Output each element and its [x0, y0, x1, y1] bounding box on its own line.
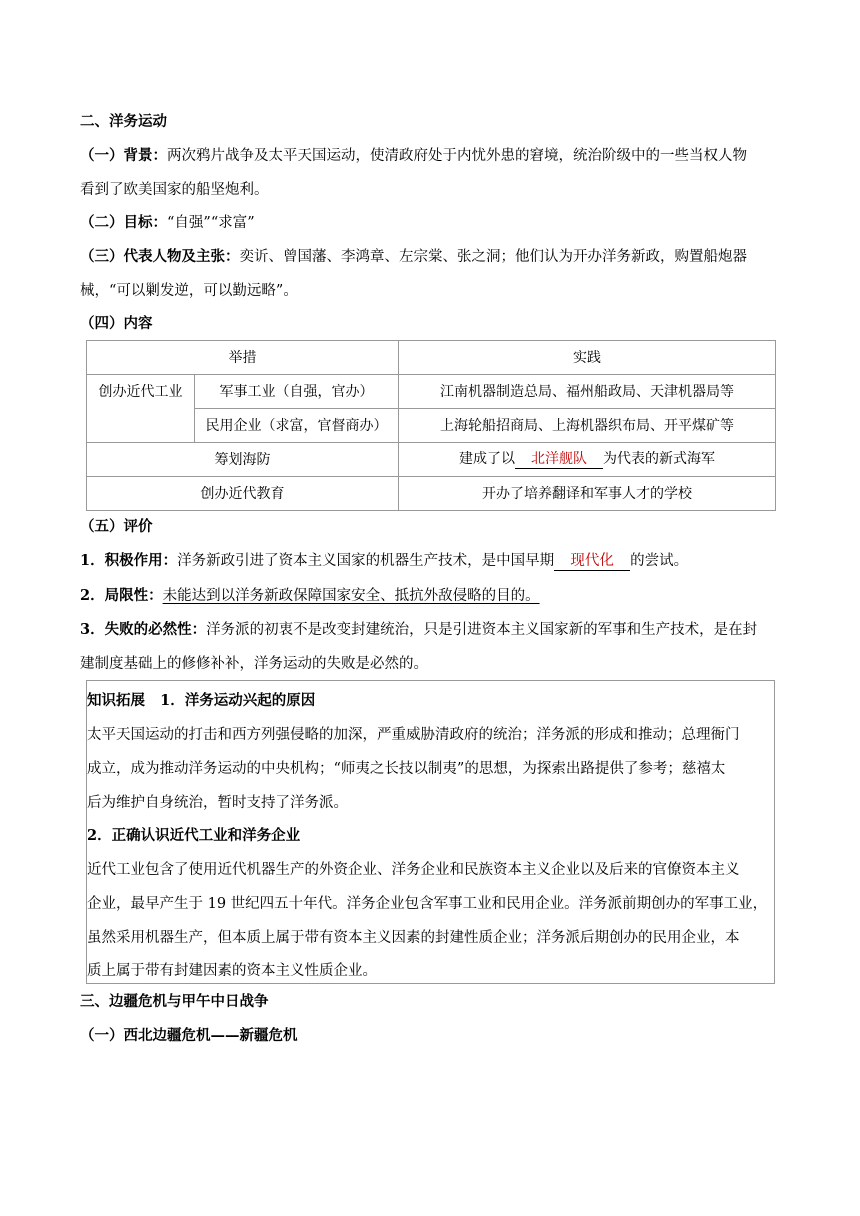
- goal-label: （二）目标：: [80, 214, 167, 231]
- table-row: [87, 341, 776, 375]
- beiyang-fleet-answer: 北洋舰队: [515, 450, 603, 469]
- limitation-text: 未能达到以洋务新政保障国家安全、抵抗外敌侵略的目的。: [162, 588, 540, 604]
- people-label: （三）代表人物及主张：: [80, 248, 240, 265]
- people-text-1: 奕䜣、曾国藩、李鸿章、左宗棠、张之洞；他们认为开办洋务新政，购置船炮器: [239, 249, 747, 265]
- navy-text-pre: 建成了以: [459, 451, 515, 467]
- goal-text: “自强”“求富”: [167, 215, 255, 231]
- knowledge-title-1: 1．洋务运动兴起的原因: [160, 692, 316, 709]
- military-practice-cell: 江南机器制造总局、福州船政局、天津机器局等: [399, 375, 776, 409]
- failure-line-1: [80, 620, 757, 640]
- limitation-label: 2．局限性：: [80, 587, 163, 604]
- evaluation-heading: （五）评价: [80, 518, 153, 535]
- knowledge-p1-line-1: 太平天国运动的打击和西方列强侵略的加深，严重威胁清政府的统治；洋务派的形成和推动；总理衙门: [87, 727, 740, 743]
- failure-text-1: 洋务派的初衷不是改变封建统治，只是引进资本主义国家新的军事和生产技术，是在封: [206, 622, 758, 638]
- failure-label: 3．失败的必然性：: [80, 621, 207, 638]
- background-text-2: 看到了欧美国家的船坚炮利。: [80, 182, 269, 198]
- people-text-2: 械，“可以剿发逆，可以勤远略”。: [80, 283, 298, 299]
- military-industry-cell: 军事工业（自强，官办）: [195, 375, 399, 409]
- subsection-heading-xinjiang: （一）西北边疆危机——新疆危机: [80, 1027, 298, 1044]
- knowledge-p2-line-3: 虽然采用机器生产，但本质上属于带有资本主义因素的封建性质企业；洋务派后期创办的民用企业，本: [87, 930, 740, 946]
- education-cell: 创办近代教育: [87, 477, 399, 511]
- civil-industry-cell: 民用企业（求富，官督商办）: [195, 409, 399, 443]
- table-row: [87, 477, 776, 511]
- header-practice-cell: 实践: [399, 341, 776, 375]
- knowledge-p2-line-4: 质上属于带有封建因素的资本主义性质企业。: [87, 963, 377, 979]
- people-line-1: [80, 247, 747, 267]
- limitation-line: [80, 586, 540, 606]
- knowledge-p2-line-2: 企业，最早产生于 19 世纪四五十年代。洋务企业包含军事工业和民用企业。洋务派前期创办的军事工业，: [87, 896, 768, 912]
- positive-role-label: 1．积极作用：: [80, 552, 178, 569]
- modernization-answer: 现代化: [554, 552, 630, 571]
- knowledge-title-2: 2．正确认识近代工业和洋务企业: [87, 827, 301, 844]
- civil-practice-cell: 上海轮船招商局、上海机器织布局、开平煤矿等: [399, 409, 776, 443]
- knowledge-heading-1: [87, 691, 315, 711]
- background-text-1: 两次鸦片战争及太平天国运动，使清政府处于内忧外患的窘境，统治阶级中的一些当权人物: [167, 148, 747, 164]
- positive-role-text: 洋务新政引进了资本主义国家的机器生产技术，是中国早期: [177, 553, 555, 569]
- navy-text-post: 为代表的新式海军: [603, 451, 715, 467]
- coastal-defense-cell: 筹划海防: [87, 443, 399, 477]
- background-line-1: [80, 146, 747, 166]
- content-heading: （四）内容: [80, 315, 153, 332]
- knowledge-label: 知识拓展: [87, 692, 145, 709]
- goal-line: [80, 213, 255, 233]
- failure-text-2: 建制度基础上的修修补补，洋务运动的失败是必然的。: [80, 656, 428, 672]
- section-heading-frontier-crisis: 三、边疆危机与甲午中日战争: [80, 993, 269, 1010]
- navy-practice-cell: [399, 443, 776, 477]
- industry-group-cell: 创办近代工业: [87, 375, 195, 443]
- knowledge-box: [86, 680, 775, 984]
- positive-role-end: 的尝试。: [630, 553, 689, 569]
- knowledge-p1-line-2: 成立，成为推动洋务运动的中央机构；“师夷之长技以制夷”的思想，为探索出路提供了参考；慈禧太: [87, 761, 726, 777]
- positive-role-line: [80, 551, 688, 571]
- knowledge-p2-line-1: 近代工业包含了使用近代机器生产的外资企业、洋务企业和民族资本主义企业以及后来的官僚资本主义: [87, 862, 740, 878]
- section-heading-westernization: 二、洋务运动: [80, 113, 167, 130]
- education-practice-cell: 开办了培养翻译和军事人才的学校: [399, 477, 776, 511]
- table-row: [87, 375, 776, 409]
- background-label: （一）背景：: [80, 147, 167, 164]
- header-measure-cell: 举措: [87, 341, 399, 375]
- content-table: [86, 340, 776, 511]
- knowledge-p1-line-3: 后为维护自身统治，暂时支持了洋务派。: [87, 795, 348, 811]
- table-row: [87, 443, 776, 477]
